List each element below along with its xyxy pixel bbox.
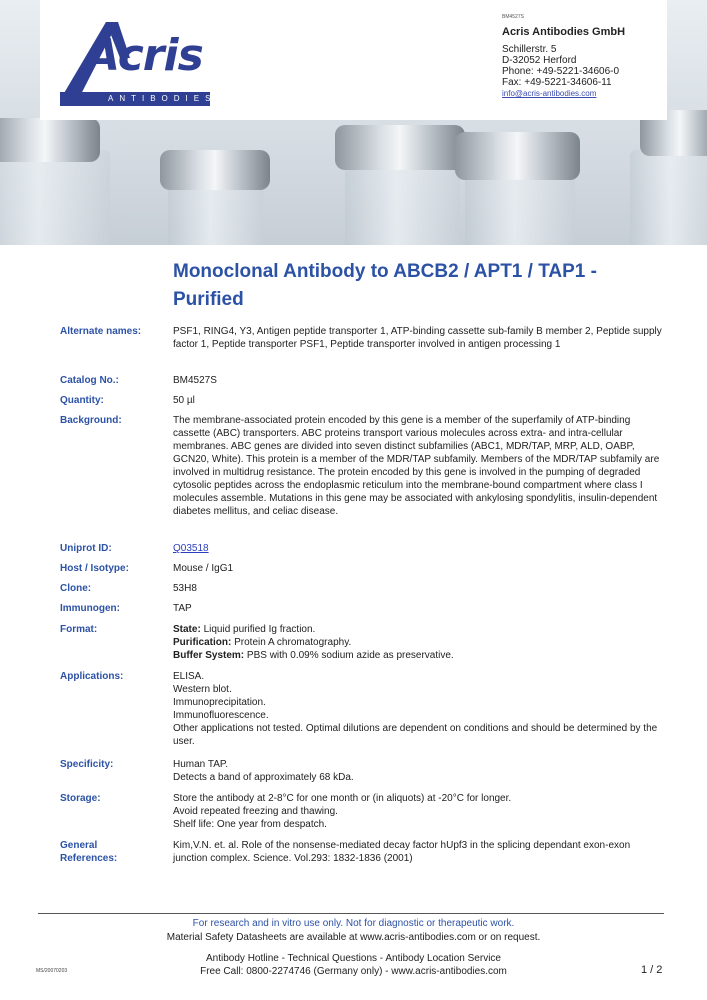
format-key: Buffer System: <box>173 650 245 661</box>
list-item: Immunoprecipitation. <box>173 697 266 708</box>
vial-image <box>0 150 110 245</box>
field-value: Mouse / IgG1 <box>173 563 234 574</box>
storage-value <box>173 792 663 831</box>
field-value: TAP <box>173 603 192 614</box>
vial-image <box>465 170 575 245</box>
field-value: 50 µl <box>173 395 195 406</box>
page-title: Monoclonal Antibody to ABCB2 / APT1 / TAP1 - Purified <box>173 261 597 310</box>
company-name: Acris Antibodies GmbH <box>502 26 626 38</box>
field-label <box>60 839 168 865</box>
references-label-2: References: <box>60 853 118 864</box>
vial-image <box>0 118 100 162</box>
field-label: Catalog No.: <box>60 375 119 386</box>
format-value <box>173 623 663 662</box>
footer-msds: Material Safety Datasheets are available at www.acris-antibodies.com or on request. <box>166 932 541 943</box>
company-address <box>502 12 625 99</box>
footer-hotline: Antibody Hotline - Technical Questions - Antibody Location Service <box>206 953 501 964</box>
vial-image <box>345 160 460 245</box>
list-item: Immunofluorescence. <box>173 710 269 721</box>
list-item: Human TAP. <box>173 759 229 770</box>
footer-freecall: Free Call: 0800-2274746 (Germany only) - www.acris-antibodies.com <box>200 966 507 977</box>
format-key: Purification: <box>173 637 232 648</box>
field-label: Clone: <box>60 583 92 594</box>
vial-image <box>160 150 270 190</box>
field-label: Background: <box>60 415 122 426</box>
field-label: Quantity: <box>60 395 104 406</box>
field-value: BM4527S <box>173 375 217 386</box>
field-value: The membrane-associated protein encoded by this gene is a member of the superfamily of ATP-binding cassette (ABC) transporters. ABC proteins transport various molecules across extra- and intra-cellular membranes. ABC genes are divided into seven distinct subfamilies (ABC1, MDR/TAP, MRP, ALD, OABP, GCN20, White). This protein is a member of the MDR/TAP subfamily. Members of the MDR/TAP subfamily are involved in multidrug resistance. The protein encoded by this gene is involved in the pumping of degraded cytosolic peptides across the endoplasmic reticulum into the membrane-bound compartment where class I molecules assemble. Mutations in this gene may be associated with ankylosing spondylitis, insulin-dependent diabetes mellitus, and celiac disease. <box>173 415 660 517</box>
list-item: Other applications not tested. Optimal dilutions are dependent on conditions and should be determined by the user. <box>173 723 658 747</box>
city: D-32052 Herford <box>502 55 577 66</box>
references-label-1: General <box>60 840 98 851</box>
fax: Fax: +49-5221-34606-11 <box>502 77 612 88</box>
page-number: 1 / 2 <box>641 964 663 976</box>
list-item: Western blot. <box>173 684 232 695</box>
field-label: Alternate names: <box>60 326 142 337</box>
field-label: Immunogen: <box>60 603 120 614</box>
list-item: ELISA. <box>173 671 205 682</box>
format-text: PBS with 0.09% sodium azide as preservative. <box>246 650 454 661</box>
format-text: Liquid purified Ig fraction. <box>203 624 316 635</box>
specificity-value <box>173 758 663 784</box>
field-label: Format: <box>60 624 98 635</box>
email-link[interactable]: info@acris-antibodies.com <box>502 89 597 98</box>
field-value: Kim,V.N. et. al. Role of the nonsense-mediated decay factor hUpf3 in the splicing dependant exon-exon junction complex. Science. Vol.293: 1832-1836 (2001) <box>173 840 631 864</box>
list-item: Store the antibody at 2-8°C for one month or (in aliquots) at -20°C for longer. <box>173 793 512 804</box>
applications-value <box>173 670 663 748</box>
field-label: Storage: <box>60 793 101 804</box>
vial-image <box>455 132 580 180</box>
footer-disclaimer: For research and in vitro use only. Not for diagnostic or therapeutic work. <box>192 918 515 929</box>
logo-subtext: ANTIBODIES <box>108 94 217 103</box>
logo-wordmark: Acris <box>86 30 203 81</box>
phone: Phone: +49-5221-34606-0 <box>502 66 620 77</box>
format-text: Protein A chromatography. <box>234 637 352 648</box>
uniprot-link[interactable]: Q03518 <box>173 543 209 554</box>
field-label: Uniprot ID: <box>60 543 112 554</box>
field-label: Applications: <box>60 671 124 682</box>
catalog-small: BM4527S <box>502 14 524 20</box>
field-label: Host / Isotype: <box>60 563 129 574</box>
list-item: Shelf life: One year from despatch. <box>173 819 327 830</box>
street: Schillerstr. 5 <box>502 44 557 55</box>
field-label: Specificity: <box>60 759 114 770</box>
format-key: State: <box>173 624 201 635</box>
list-item: Avoid repeated freezing and thawing. <box>173 806 338 817</box>
field-value: PSF1, RING4, Y3, Antigen peptide transporter 1, ATP-binding cassette sub-family B member 2, Peptide supply factor 1, Peptide transporter PSF1, Peptide transporter involved in antigen processing 1 <box>173 326 662 350</box>
list-item: Detects a band of approximately 68 kDa. <box>173 772 354 783</box>
field-value: 53H8 <box>173 583 197 594</box>
document-code: MS/20070203 <box>36 968 68 974</box>
vial-image <box>335 125 465 170</box>
vial-image <box>630 150 707 245</box>
footer-divider <box>38 913 664 914</box>
